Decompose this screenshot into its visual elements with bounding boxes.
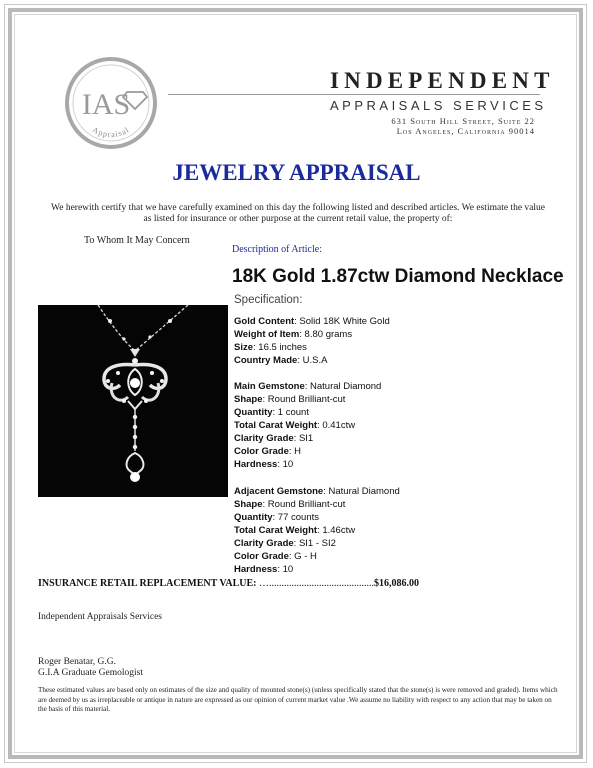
- spec-adjacent-hardness: Hardness: 10: [234, 564, 294, 575]
- recipient: To Whom It May Concern: [84, 235, 190, 246]
- company-name: INDEPENDENT: [330, 68, 555, 93]
- ias-logo: [64, 56, 158, 150]
- insurance-value: [38, 578, 419, 589]
- disclaimer: These estimated values are based only on estimates of the size and quality of mounted stone(s) (unless specifically stated that the stone(s) is were removed and graded). Items which are deemed by us as irreplaceable or antique in nature are expressed as our opinion of current market value .We assume no liability with respect to any action that may be taken on the basis of this material.: [38, 686, 558, 713]
- certification-text: We herewith certify that we have carefully examined on this day the following listed and described articles. We estimate the value as listed for insurance or other purpose at the current retail value, the property of:: [51, 203, 545, 224]
- spec-main-carat: Total Carat Weight: 0.41ctw: [234, 420, 356, 431]
- spec-gold-content: Gold Content: Solid 18K White Gold: [234, 316, 390, 327]
- spec-main-quantity: Quantity: 1 count: [234, 407, 309, 418]
- logo-monogram: IAS: [81, 88, 131, 121]
- company-address-line1: 631 South Hill Street, Suite 22: [391, 116, 535, 126]
- spec-country: Country Made: U.S.A: [234, 355, 328, 366]
- spec-main-color: Color Grade: H: [234, 446, 302, 457]
- document-title: JEWELRY APPRAISAL: [172, 160, 421, 185]
- insurance-value-amount: $16,086.00: [373, 578, 419, 589]
- signer-block: [38, 657, 143, 679]
- logo-ring-text: Appraisal: [90, 125, 132, 140]
- spec-size: Size: 16.5 inches: [234, 342, 307, 353]
- signer-title: G.I.A Graduate Gemologist: [38, 668, 144, 678]
- spec-main-hardness: Hardness: 10: [234, 459, 294, 470]
- insurance-value-label: INSURANCE RETAIL REPLACEMENT VALUE:: [38, 578, 257, 589]
- spec-adjacent-gemstone: Adjacent Gemstone: Natural Diamond: [234, 486, 400, 497]
- spec-adjacent-clarity: Clarity Grade: SI1 - SI2: [234, 538, 336, 549]
- spec-adjacent-shape: Shape: Round Brilliant-cut: [234, 499, 346, 510]
- company-subtitle: APPRAISALS SERVICES: [330, 98, 547, 113]
- description-label: Description of Article:: [232, 244, 322, 255]
- footer-company: Independent Appraisals Services: [38, 612, 162, 622]
- item-title: 18K Gold 1.87ctw Diamond Necklace: [232, 266, 564, 287]
- spec-main-shape: Shape: Round Brilliant-cut: [234, 394, 346, 405]
- spec-adjacent-quantity: Quantity: 77 counts: [234, 512, 320, 523]
- spec-adjacent-carat: Total Carat Weight: 1.46ctw: [234, 525, 356, 536]
- company-divider: [168, 94, 540, 95]
- insurance-value-leader: …..........................................: [258, 578, 374, 589]
- company-address-line2: Los Angeles, California 90014: [396, 126, 535, 136]
- necklace-photo: [38, 305, 228, 497]
- spec-weight: Weight of Item: 8.80 grams: [234, 329, 353, 340]
- spec-main-clarity: Clarity Grade: SI1: [234, 433, 314, 444]
- specification-label: Specification:: [234, 294, 303, 306]
- signer-name: Roger Benatar, G.G.: [38, 657, 116, 667]
- spec-adjacent-color: Color Grade: G - H: [234, 551, 317, 562]
- spec-main-gemstone: Main Gemstone: Natural Diamond: [234, 381, 382, 392]
